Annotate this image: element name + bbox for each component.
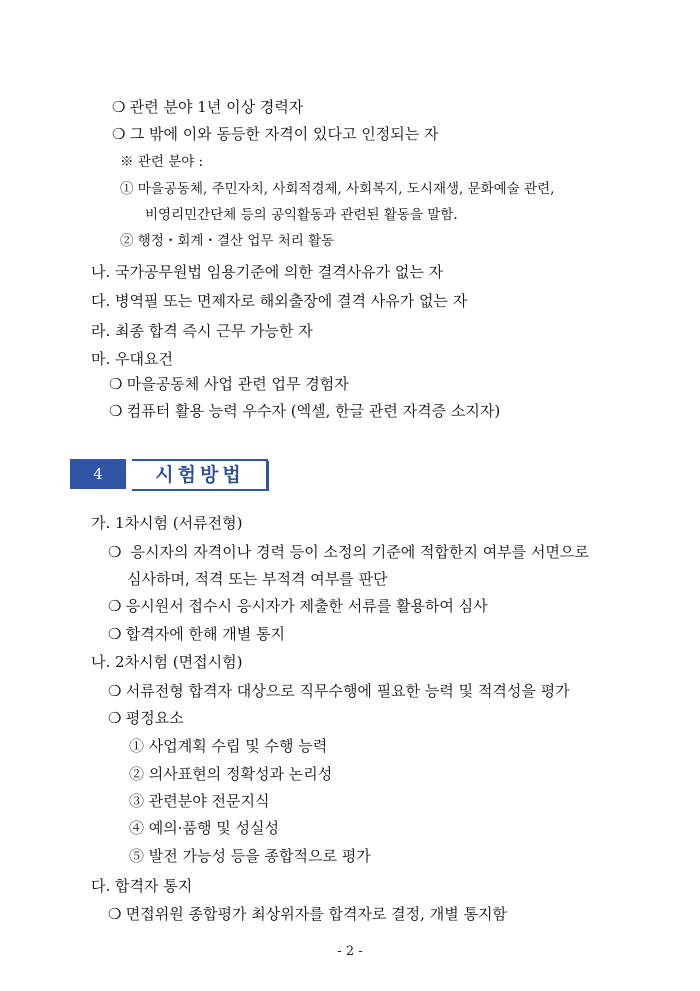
- bullet-icon: ❍: [108, 905, 122, 923]
- list-item: ❍ 평정요소: [108, 709, 184, 727]
- note-item: ② 행정・회계・결산 업무 처리 활동: [120, 233, 335, 249]
- list-item: 다. 병역필 또는 면제자로 해외출장에 결격 사유가 없는 자: [91, 292, 468, 310]
- bullet-icon: ❍: [108, 682, 122, 700]
- bullet-icon: ❍: [108, 543, 122, 561]
- note-item: ① 마을공동체, 주민자치, 사회적경제, 사회복지, 도시재생, 문화예술 관련,: [120, 181, 555, 197]
- exam-first-heading: 가. 1차시험 (서류전형): [91, 514, 243, 532]
- section-title: 시험방법: [132, 459, 268, 491]
- criteria-item: ⑤ 발전 가능성 등을 종합적으로 평가: [129, 847, 371, 865]
- note-item: 비영리민간단체 등의 공익활동과 관련된 활동을 말함.: [145, 207, 458, 223]
- criteria-item: ② 의사표현의 정확성과 논리성: [129, 765, 333, 783]
- list-item: ❍ 그 밖에 이와 동등한 자격이 있다고 인정되는 자: [112, 125, 439, 143]
- bullet-icon: ❍: [109, 375, 123, 393]
- bullet-icon: ❍: [112, 98, 126, 116]
- list-item: ❍ 면접위원 종합평가 최상위자를 합격자로 결정, 개별 통지함: [108, 905, 507, 923]
- list-item: 마. 우대요건: [91, 350, 173, 368]
- bullet-icon: ❍: [109, 402, 123, 420]
- exam-notice-heading: 다. 합격자 통지: [91, 877, 193, 895]
- list-item: ❍ 컴퓨터 활용 능력 우수자 (엑셀, 한글 관련 자격증 소지자): [109, 402, 501, 420]
- list-item: ❍ 응시자의 자격이나 경력 등이 소정의 기준에 적합한지 여부를 서면으로: [108, 543, 589, 561]
- criteria-item: ④ 예의·품행 및 성실성: [129, 819, 279, 837]
- bullet-icon: ❍: [108, 709, 122, 727]
- list-item: 라. 최종 합격 즉시 근무 가능한 자: [91, 322, 313, 340]
- list-item: ❍ 합격자에 한해 개별 통지: [108, 625, 285, 643]
- exam-second-heading: 나. 2차시험 (면접시험): [91, 653, 243, 671]
- section-title-shadow: [266, 461, 269, 491]
- section-number: 4: [70, 459, 126, 489]
- list-item: 나. 국가공무원법 임용기준에 의한 결격사유가 없는 자: [91, 263, 444, 281]
- criteria-item: ① 사업계획 수립 및 수행 능력: [129, 737, 328, 755]
- page-number: - 2 -: [337, 944, 363, 959]
- bullet-icon: ❍: [108, 625, 122, 643]
- list-item-continuation: 심사하며, 적격 또는 부적격 여부를 판단: [127, 570, 388, 588]
- criteria-item: ③ 관련분야 전문지식: [129, 792, 270, 810]
- bullet-icon: ❍: [112, 125, 126, 143]
- note-title: ※ 관련 분야 :: [120, 154, 204, 170]
- list-item: ❍ 마을공동체 사업 관련 업무 경험자: [109, 375, 349, 393]
- list-item: ❍ 서류전형 합격자 대상으로 직무수행에 필요한 능력 및 적격성을 평가: [108, 682, 570, 700]
- bullet-icon: ❍: [108, 597, 122, 615]
- list-item: ❍ 관련 분야 1년 이상 경력자: [112, 98, 304, 116]
- list-item: ❍ 응시원서 접수시 응시자가 제출한 서류를 활용하여 심사: [108, 597, 488, 615]
